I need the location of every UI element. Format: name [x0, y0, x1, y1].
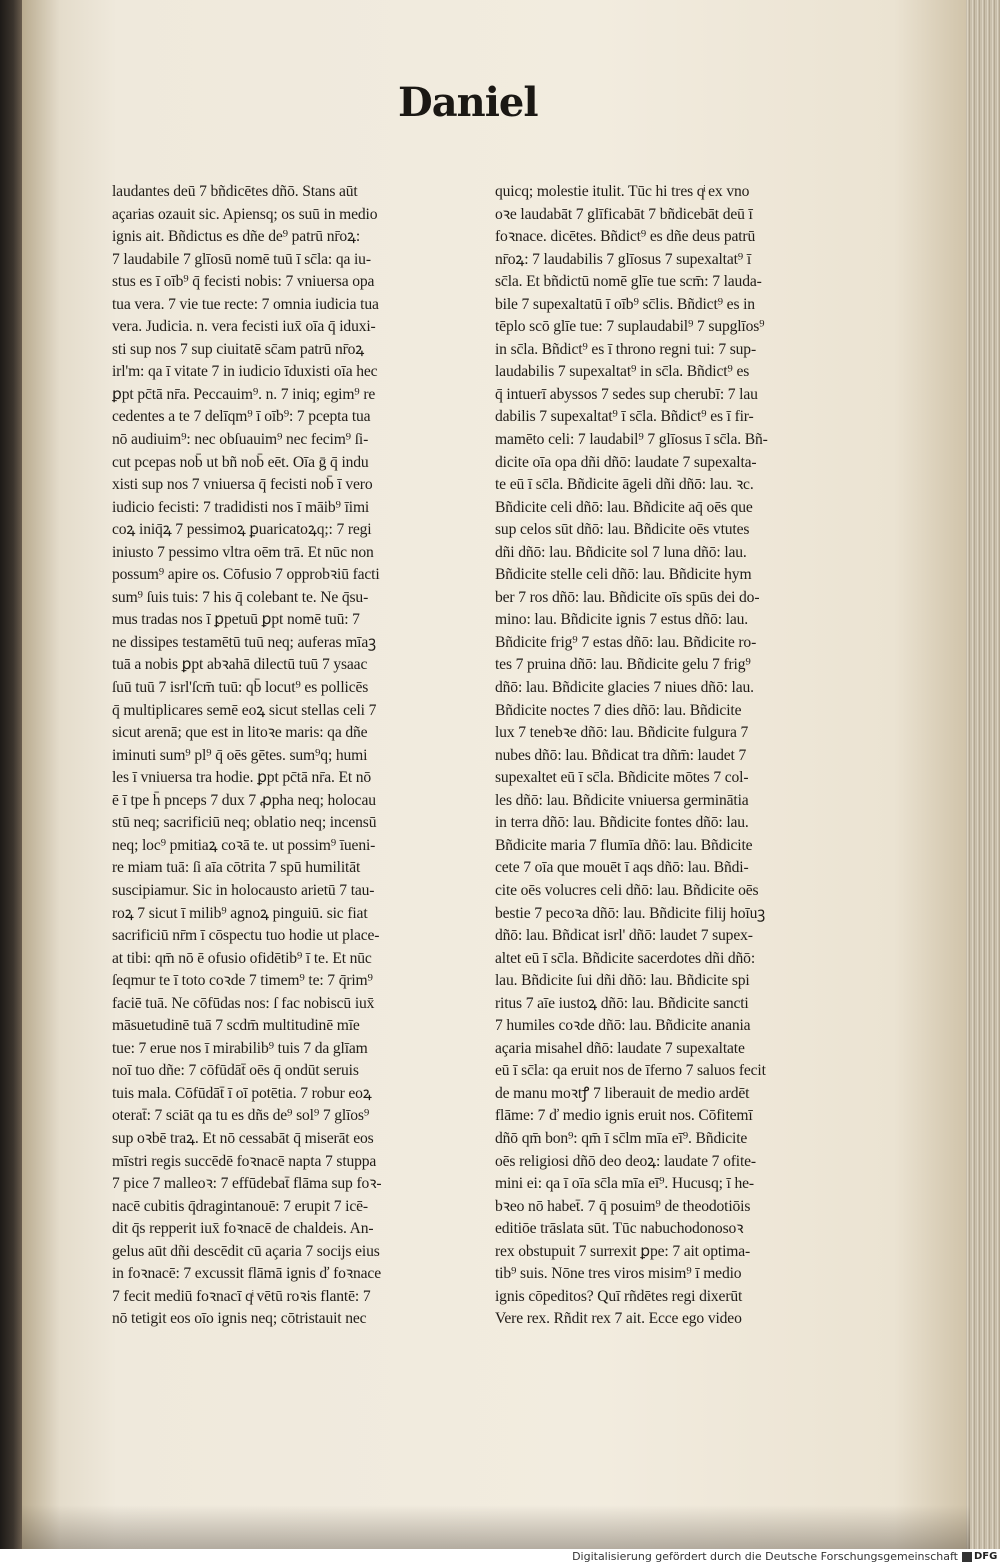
text-line: nubes dñō: lau. Bñdicat tra dñm̄: laudet 7 — [495, 746, 747, 764]
text-line: in foꝛnacē: 7 excussit flāmā ignis ď foꝛnace — [112, 1265, 381, 1283]
text-line: tes 7 pruina dñō: lau. Bñdicite gelu 7 frig⁹ — [495, 656, 751, 674]
text-line: eū ī sc̄la: qa eruit nos de īferno 7 saluos fecit — [495, 1062, 766, 1080]
text-line: ſeqmur te ī toto coꝛde 7 timem⁹ te: 7 q̄rim⁹ — [112, 972, 373, 990]
running-title: Daniel — [398, 79, 538, 126]
text-line: ꝑpt pc̄tā nr̄a. Peccauim⁹. n. 7 iniq; egim⁹ re — [112, 385, 376, 403]
text-line: nr̄oꝝ: 7 laudabilis 7 glīosus 7 supexaltat⁹ ī — [495, 250, 752, 268]
text-line: ſuū tuū 7 isrl'ſcm̄ tuū: qb̄ locut⁹ es pollicēs — [112, 679, 369, 697]
text-line: noī tuo dñe: 7 cōfūdāt̄ oēs q̄ ondūt seruis — [112, 1062, 359, 1080]
text-line: sum⁹ ſuis tuis: 7 his q̄ colebant te. Ne q̄su- — [112, 588, 369, 606]
text-line: mino: lau. Bñdicite ignis 7 estus dñō: lau. — [495, 611, 748, 629]
text-line: iminuti sum⁹ pl⁹ q̄ oēs gētes. sum⁹q; humi — [112, 746, 368, 764]
text-line: laudantes deū 7 bñdicētes dñō. Stans aūt — [112, 183, 358, 200]
text-column-right — [495, 181, 815, 1328]
text-line: bꝛeo nō habet̄. 7 q̄ posuim⁹ de theodotiōis — [495, 1197, 751, 1215]
text-line: possum⁹ apire os. Cōfusio 7 opprobꝛiū facti — [112, 566, 380, 584]
text-line: nō tetigit eos oīo ignis neq; cōtristauit nec — [112, 1310, 367, 1328]
text-line: dñō qm̄ bon⁹: qm̄ ī sc̄lm mīa eī⁹. Bñdicite — [495, 1129, 748, 1147]
text-line: les dñō: lau. Bñdicite vniuersa germinātia — [495, 791, 749, 809]
text-line: tua vera. 7 vie tue recte: 7 omnia iudicia tua — [112, 295, 379, 313]
text-line: q̄ multiplicares semē eoꝝ sicut stellas celi 7 — [112, 701, 377, 719]
text-line: suscipiamur. Sic in holocausto arietū 7 tau- — [112, 881, 375, 899]
text-line: te eū ī sc̄la. Bñdicite āgeli dñi dñō: lau. ꝛc. — [495, 476, 754, 494]
funding-credit: Digitalisierung gefördert durch die Deutsche Forschungsgemeinschaft — [572, 1550, 958, 1563]
text-line: dñō: lau. Bñdicat isrl' dñō: laudet 7 supex- — [495, 927, 753, 945]
text-line: sup celos sūt dñō: lau. Bñdicite oēs vtutes — [495, 521, 750, 539]
dfg-logo-icon — [962, 1552, 972, 1562]
text-line: supexaltet eū ī sc̄la. Bñdicite mōtes 7 col- — [495, 769, 749, 787]
text-line: açaria misahel dñō: laudate 7 supexaltate — [495, 1039, 745, 1057]
text-line: in sc̄la. Bñdict⁹ es ī throno regni tui: 7 sup- — [495, 340, 756, 358]
text-line: dabilis 7 supexaltat⁹ ī sc̄la. Bñdict⁹ es ī fir- — [495, 408, 754, 426]
text-line: tib⁹ suis. Nōne tres viros misim⁹ ī medio — [495, 1265, 742, 1283]
text-line: 7 laudabile 7 glīosū nomē tuū ī sc̄la: qa iu- — [112, 250, 371, 268]
text-line: māsuetudinē tuā 7 scdm̄ multitudinē mīe — [112, 1017, 360, 1035]
text-line: Bñdicite noctes 7 dies dñō: lau. Bñdicite — [495, 701, 742, 719]
text-line: oꝛe laudabāt 7 glīficabāt 7 bñdicebāt deū ī — [495, 205, 753, 223]
text-line: editiōe trāslata sūt. Tūc nabuchodonosoꝛ — [495, 1220, 744, 1238]
text-line: les ī vniuersa tra hodie. ꝑpt pc̄tā nr̄a. Et nō — [112, 769, 372, 787]
text-line: mīstri regis succēdē foꝛnacē napta 7 stuppa — [112, 1152, 377, 1170]
text-line: oterat̄: 7 sciāt qa tu es dñs de⁹ sol⁹ 7 glīos⁹ — [112, 1107, 370, 1125]
text-line: ber 7 ros dñō: lau. Bñdicite oīs spūs dei do- — [495, 588, 760, 606]
text-line: neq; loc⁹ pmitiaꝝ coꝛā te. ut possim⁹ īueni- — [112, 836, 376, 854]
text-line: tue: 7 erue nos ī mirabilib⁹ tuis 7 da glīam — [112, 1039, 368, 1057]
text-line: vera. Judicia. n. vera fecisti iux̄ oīa q̄ iduxi- — [112, 318, 376, 336]
text-line: ē ī tpe h̄ pnceps 7 dux 7 ꝓpha neq; holocau — [112, 791, 376, 809]
text-line: laudabilis 7 supexaltat⁹ in sc̄la. Bñdict⁹ es — [495, 363, 750, 381]
page-fore-edge — [966, 0, 1000, 1565]
text-line: coꝝ iniq̄ꝝ 7 pessimoꝝ ꝑuaricatoꝝq;: 7 regi — [112, 521, 372, 539]
footer-bar — [0, 1549, 1000, 1565]
text-line: 7 humiles coꝛde dñō: lau. Bñdicite anania — [495, 1017, 751, 1035]
text-line: ne dissipes testamētū tuū neq; auferas mīaꝫ — [112, 633, 376, 651]
text-line: at tibi: qm̄ nō ē ofusio ofidētib⁹ ī te. Et nūc — [112, 949, 372, 967]
text-line: quicq; molestie itulit. Tūc hi tres qͥ ex vno — [495, 183, 750, 200]
text-line: Bñdicite maria 7 flumīa dñō: lau. Bñdicite — [495, 836, 753, 854]
text-line: tuis mala. Cōfūdāt̄ ī oī potētia. 7 robur eoꝝ — [112, 1084, 372, 1102]
dfg-logo — [962, 1551, 998, 1563]
text-line: lux 7 tenebꝛe dñō: lau. Bñdicite fulgura 7 — [495, 724, 749, 742]
text-line: sacrificiū nr̄m ī cōspectu tuo hodie ut place- — [112, 927, 380, 945]
text-line: stus es ī oīb⁹ q̄ fecisti nobis: 7 vniuersa opa — [112, 273, 375, 291]
text-line: foꝛnace. dicētes. Bñdict⁹ es dñe deus patrū — [495, 228, 756, 246]
text-line: dicite oīa opa dñi dñō: laudate 7 supexalta- — [495, 453, 757, 471]
text-line: mamēto celi: 7 laudabil⁹ 7 glīosus ī sc̄la. Bñ- — [495, 431, 768, 449]
text-line: sicut arenā; que est in litoꝛe maris: qa dñe — [112, 724, 368, 742]
text-line: Bñdicite frig⁹ 7 estas dñō: lau. Bñdicite ro- — [495, 633, 757, 651]
text-line: cite oēs volucres celi dñō: lau. Bñdicite oēs — [495, 881, 759, 899]
text-line: nacē cubitis q̄dragintanouē: 7 erupit 7 icē- — [112, 1197, 368, 1215]
text-line: lau. Bñdicite ſui dñi dñō: lau. Bñdicite spi — [495, 972, 750, 990]
text-line: sc̄la. Et bñdictū nomē glīe tue scm̄: 7 lauda- — [495, 273, 762, 291]
text-column-left — [112, 181, 432, 1328]
text-line: dñi dñō: lau. Bñdicite sol 7 luna dñō: lau. — [495, 543, 747, 561]
text-line: faciē tuā. Ne cōfūdas nos: ſ fac nobiscū iux̄ — [112, 994, 375, 1012]
text-line: flāme: 7 ď medio ignis eruit nos. Cōfitemī — [495, 1107, 753, 1125]
text-line: altet eū ī sc̄la. Bñdicite sacerdotes dñi dñō: — [495, 949, 755, 967]
text-line: Vere rex. Rñdit rex 7 ait. Ecce ego video — [495, 1310, 742, 1328]
dfg-logo-label: DFG — [974, 1551, 998, 1562]
book-spine-edge — [0, 0, 22, 1565]
text-line: cete 7 oīa que mouēt ī aqs dñō: lau. Bñdi- — [495, 859, 749, 877]
text-line: tuā a nobis ꝑpt abꝛahā dilectū tuū 7 ysaac — [112, 656, 368, 674]
text-line: xisti sup nos 7 vniuersa q̄ fecisti nob̄ ī vero — [112, 476, 373, 494]
text-line: de manu moꝛtꝭ 7 liberauit de medio ardēt — [495, 1084, 750, 1102]
text-line: sti sup nos 7 sup ciuitatē sc̄am patrū nr̄oꝝ — [112, 340, 365, 358]
text-line: bile 7 supexaltatū ī oīb⁹ sc̄lis. Bñdict⁹ es in — [495, 295, 755, 313]
text-line: roꝝ 7 sicut ī milib⁹ agnoꝝ pinguiū. sic fiat — [112, 904, 368, 922]
text-line: cut pcepas nob̄ ut bñ nob̄ eēt. Oīa ḡ q̄ indu — [112, 453, 369, 471]
text-line: gelus aūt dñi descēdit cū açaria 7 socijs eius — [112, 1242, 380, 1260]
text-line: ignis ait. Bñdictus es dñe de⁹ patrū nr̄oꝝ: — [112, 228, 361, 246]
text-line: bestie 7 pecoꝛa dñō: lau. Bñdicite filij hoīuꝫ — [495, 904, 766, 922]
text-line: nō audiuim⁹: nec obſuauim⁹ nec fecim⁹ ſi- — [112, 431, 369, 449]
text-line: 7 pice 7 malleoꝛ: 7 effūdebat̄ flāma sup foꝛ- — [112, 1175, 382, 1193]
text-line: ignis cōpeditos? Quī rñdētes regi dixerūt — [495, 1287, 743, 1305]
text-line: dit q̄s repperit iux̄ foꝛnacē de chaldeis. An- — [112, 1220, 374, 1238]
text-line: tēplo scō glīe tue: 7 suplaudabil⁹ 7 supglīos⁹ — [495, 318, 765, 336]
text-line: oēs religiosi dñō deo deoꝝ: laudate 7 ofite- — [495, 1152, 756, 1170]
text-line: rex obstupuit 7 surrexit ꝑpe: 7 ait optima- — [495, 1242, 751, 1260]
text-line: dñō: lau. Bñdicite glacies 7 niues dñō: lau. — [495, 679, 754, 697]
text-line: mus tradas nos ī ꝑpetuū ꝑpt nomē tuū: 7 — [112, 611, 360, 629]
text-line: q̄ intuerī abyssos 7 sedes sup cherubī: 7 lau — [495, 385, 758, 403]
text-line: ritus 7 aīe iustoꝝ dñō: lau. Bñdicite sancti — [495, 994, 749, 1012]
text-line: re miam tuā: ſi aīa cōtrita 7 spū humilitāt — [112, 859, 361, 877]
text-line: iudicio fecisti: 7 tradidisti nos ī māib⁹ īimi — [112, 498, 370, 516]
text-line: in terra dñō: lau. Bñdicite fontes dñō: lau. — [495, 814, 749, 832]
text-line: mini ei: qa ī oīa sc̄la mīa eī⁹. Hucusq; ī he- — [495, 1175, 754, 1193]
text-line: 7 fecit mediū foꝛnacī qͥ vētū roꝛis flantē: 7 — [112, 1287, 371, 1305]
text-line: açarias ozauit sic. Apiensq; os suū in medio — [112, 205, 378, 223]
page-bottom-shadow — [22, 1505, 970, 1550]
text-line: Bñdicite stelle celi dñō: lau. Bñdicite hym — [495, 566, 752, 584]
text-line: iniusto 7 pessimo vltra oēm trā. Et nūc non — [112, 543, 374, 561]
text-line: irl'm: qa ī vitate 7 in iudicio īduxisti oīa hec — [112, 363, 378, 381]
text-line: stū neq; sacrificiū neq; oblatio neq; incensū — [112, 814, 377, 832]
text-line: cedentes a te 7 delīqm⁹ ī oīb⁹: 7 pcepta tua — [112, 408, 371, 426]
text-line: sup oꝛbē traꝝ. Et nō cessabāt q̄ miserāt eos — [112, 1129, 374, 1147]
text-line: Bñdicite celi dñō: lau. Bñdicite aq̄ oēs que — [495, 498, 753, 516]
